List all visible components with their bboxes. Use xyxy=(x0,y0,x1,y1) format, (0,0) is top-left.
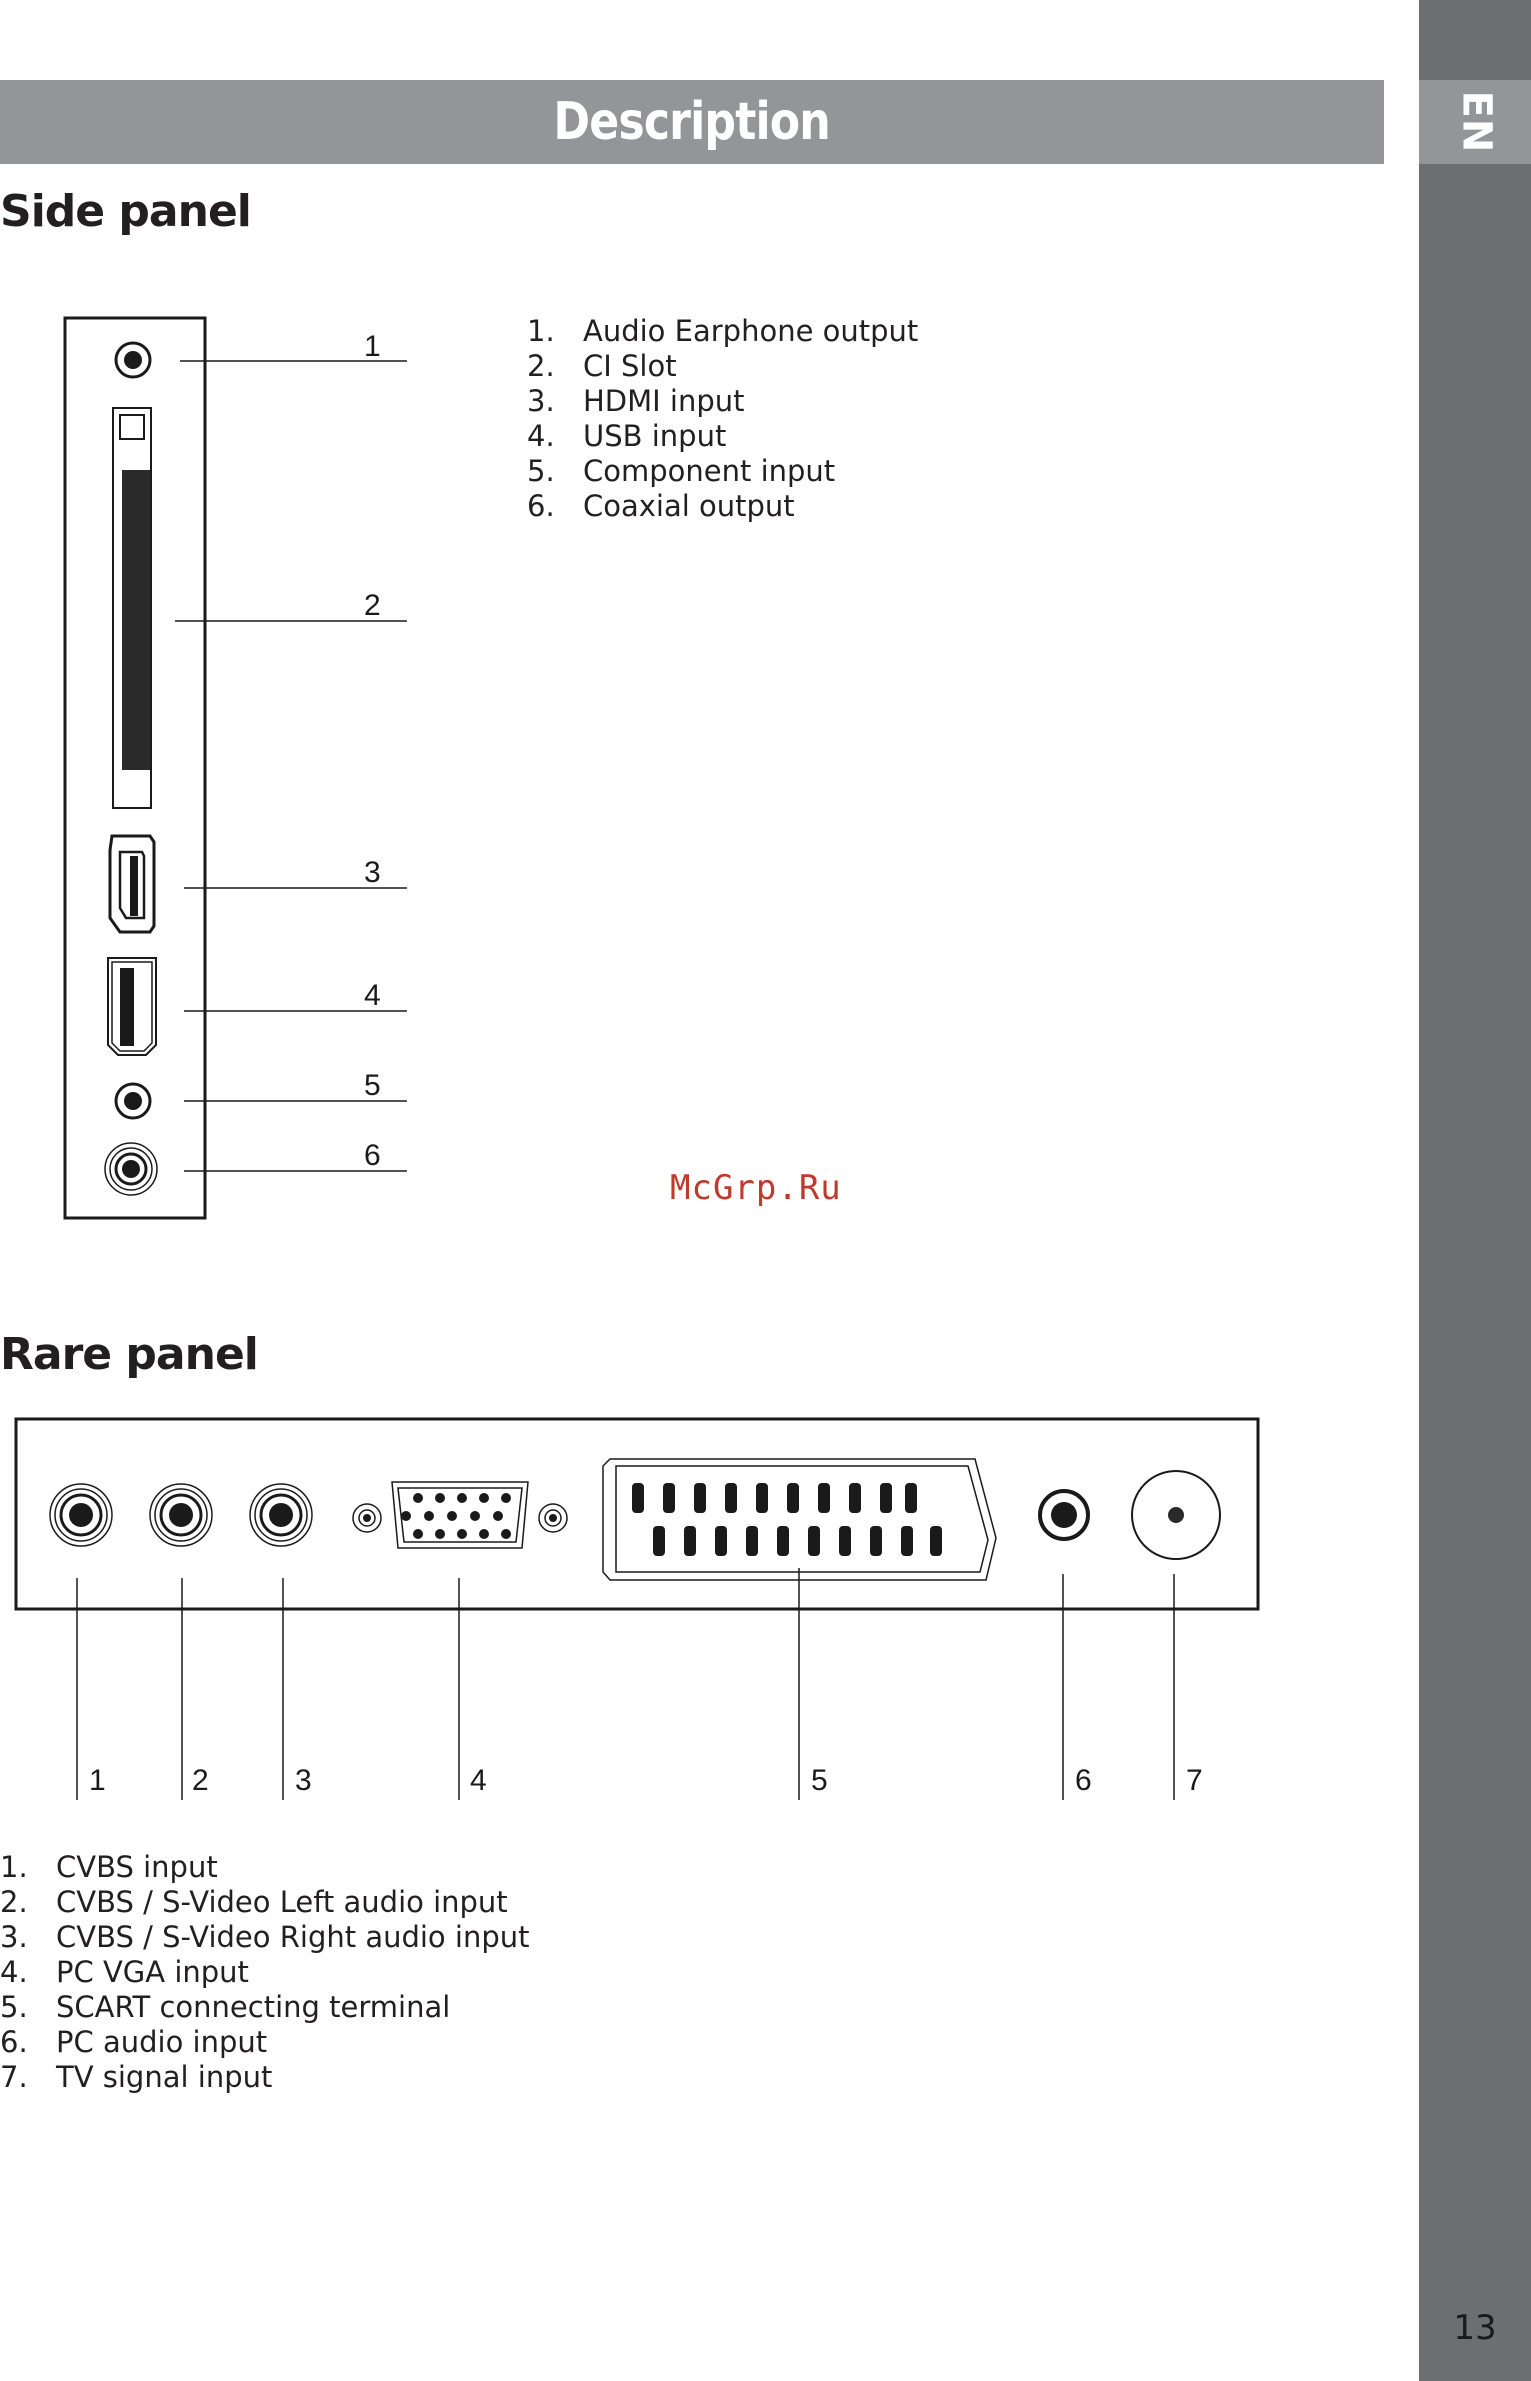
pc-audio-jack-icon xyxy=(1040,1491,1088,1539)
side-callout-1: 1 xyxy=(364,330,381,363)
coaxial-jack-icon xyxy=(105,1143,157,1195)
rare-callout-7: 7 xyxy=(1186,1764,1203,1797)
rare-callout-1: 1 xyxy=(89,1764,106,1797)
scart-connector-icon xyxy=(603,1459,996,1580)
side-callout-lines xyxy=(175,361,407,1171)
hdmi-port-icon xyxy=(110,836,154,932)
list-item-label: SCART connecting terminal xyxy=(56,1990,451,2024)
list-item-label: PC audio input xyxy=(56,2025,268,2059)
list-item-number: 2. xyxy=(527,349,555,383)
rare-panel-title: Rare panel xyxy=(0,1329,258,1380)
list-item-number: 3. xyxy=(0,1920,28,1954)
list-item-number: 4. xyxy=(527,419,555,453)
list-item-number: 1. xyxy=(527,314,555,348)
antenna-input-icon xyxy=(1132,1471,1220,1559)
side-callout-2: 2 xyxy=(364,589,381,622)
list-item-label: Coaxial output xyxy=(583,489,795,523)
watermark: McGrp.Ru xyxy=(670,1168,842,1208)
side-callout-4: 4 xyxy=(364,979,381,1012)
list-item-label: HDMI input xyxy=(583,384,745,418)
rare-callout-lines xyxy=(77,1568,1174,1800)
language-tab-label: EN xyxy=(1453,90,1499,154)
list-item-number: 7. xyxy=(0,2060,28,2094)
page-number: 13 xyxy=(1453,2308,1497,2348)
vga-port-icon xyxy=(353,1482,567,1548)
list-item-label: USB input xyxy=(583,419,727,453)
list-item-label: PC VGA input xyxy=(56,1955,249,1989)
list-item-label: CVBS / S-Video Left audio input xyxy=(56,1885,508,1919)
side-panel-title: Side panel xyxy=(0,186,251,237)
component-jack-icon xyxy=(116,1084,150,1118)
rare-callout-5: 5 xyxy=(811,1764,828,1797)
rare-callout-4: 4 xyxy=(470,1764,487,1797)
side-callout-3: 3 xyxy=(364,856,381,889)
list-item-label: CVBS input xyxy=(56,1850,218,1884)
side-callout-6: 6 xyxy=(364,1139,381,1172)
list-item-number: 2. xyxy=(0,1885,28,1919)
side-panel-diagram xyxy=(65,318,407,1218)
list-item-number: 6. xyxy=(527,489,555,523)
cvbs-jack-icon xyxy=(50,1484,112,1546)
list-item-label: Component input xyxy=(583,454,836,488)
list-item-number: 6. xyxy=(0,2025,28,2059)
list-item-label: CVBS / S-Video Right audio input xyxy=(56,1920,530,1954)
side-callout-5: 5 xyxy=(364,1069,381,1102)
list-item-number: 5. xyxy=(0,1990,28,2024)
list-item-label: TV signal input xyxy=(56,2060,273,2094)
rare-panel-diagram xyxy=(16,1419,1258,1800)
list-item-number: 4. xyxy=(0,1955,28,1989)
ci-slot-icon xyxy=(113,408,151,808)
page-title: Description xyxy=(553,92,831,152)
list-item-number: 3. xyxy=(527,384,555,418)
usb-port-icon xyxy=(108,958,156,1055)
rare-callout-2: 2 xyxy=(192,1764,209,1797)
list-item-number: 5. xyxy=(527,454,555,488)
list-item-label: Audio Earphone output xyxy=(583,314,919,348)
list-item-number: 1. xyxy=(0,1850,28,1884)
right-audio-jack-icon xyxy=(250,1484,312,1546)
earphone-jack-icon xyxy=(116,343,150,377)
rare-callout-3: 3 xyxy=(295,1764,312,1797)
left-audio-jack-icon xyxy=(150,1484,212,1546)
rare-callout-6: 6 xyxy=(1075,1764,1092,1797)
list-item-label: CI Slot xyxy=(583,349,677,383)
